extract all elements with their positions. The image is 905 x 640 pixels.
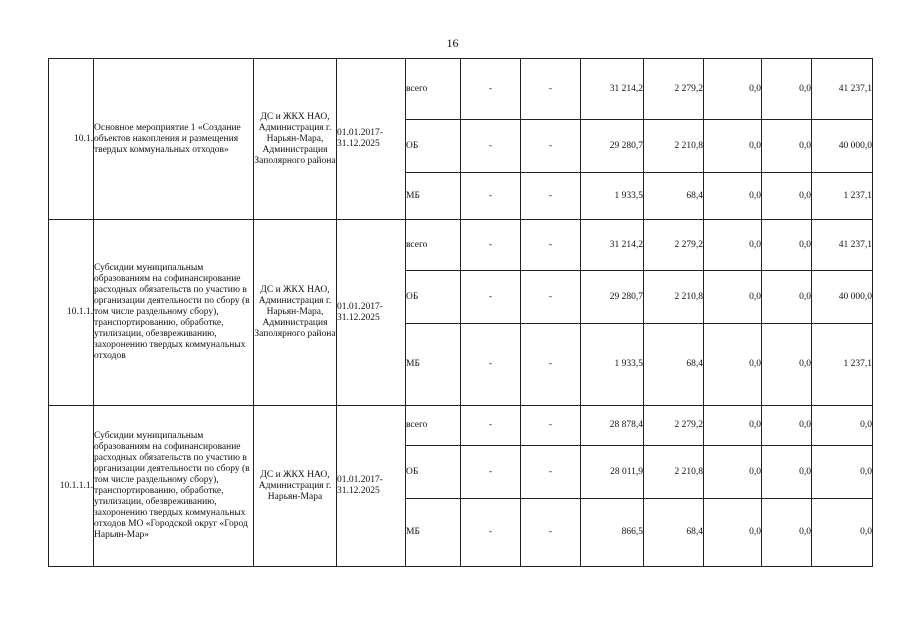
value-cell: 40 000,0 bbox=[812, 271, 873, 324]
value-cell: 1 237,1 bbox=[812, 324, 873, 406]
measure-name: Основное мероприятие 1 «Создание объектов накопления и размещения твердых коммунальных отходов» bbox=[94, 59, 254, 220]
value-cell: 28 011,9 bbox=[581, 446, 644, 499]
value-cell: 2 210,8 bbox=[644, 271, 704, 324]
value-cell: - bbox=[521, 324, 581, 406]
measure-name: Субсидии муниципальным образованиям на софинансирование расходных обязательств по участию в организации деятельности по сбору (в том числе раздельному сбору), транспортированию, обработке, утилизации, обезвреживанию, захоронению твердых коммунальных отходов bbox=[94, 220, 254, 406]
value-cell: 0,0 bbox=[704, 59, 762, 120]
funding-source: МБ bbox=[406, 499, 461, 567]
funding-source: всего bbox=[406, 220, 461, 271]
value-cell: 0,0 bbox=[762, 406, 812, 446]
value-cell: 1 237,1 bbox=[812, 173, 873, 220]
value-cell: - bbox=[521, 271, 581, 324]
value-cell: - bbox=[521, 499, 581, 567]
measure-name: Субсидии муниципальным образованиям на софинансирование расходных обязательств по участию в организации деятельности по сбору (в том числе раздельному сбору), транспортированию, обработке, утилизации, обезвреживанию, захоронению твердых коммунальных отходов МО «Городской округ «Город Нарьян-Мар» bbox=[94, 406, 254, 567]
value-cell: - bbox=[521, 59, 581, 120]
value-cell: 0,0 bbox=[762, 446, 812, 499]
value-cell: 1 933,5 bbox=[581, 324, 644, 406]
funding-source: МБ bbox=[406, 324, 461, 406]
value-cell: 41 237,1 bbox=[812, 59, 873, 120]
funding-source: ОБ bbox=[406, 271, 461, 324]
value-cell: 0,0 bbox=[704, 220, 762, 271]
value-cell: - bbox=[461, 271, 521, 324]
value-cell: - bbox=[521, 220, 581, 271]
value-cell: 0,0 bbox=[704, 406, 762, 446]
executor: ДС и ЖКХ НАО, Администрация г. Нарьян-Мара, Администрация Заполярного района bbox=[254, 220, 337, 406]
value-cell: - bbox=[461, 59, 521, 120]
value-cell: 1 933,5 bbox=[581, 173, 644, 220]
period: 01.01.2017-31.12.2025 bbox=[337, 406, 406, 567]
value-cell: 40 000,0 bbox=[812, 120, 873, 173]
funding-source: МБ bbox=[406, 173, 461, 220]
value-cell: 29 280,7 bbox=[581, 120, 644, 173]
value-cell: 29 280,7 bbox=[581, 271, 644, 324]
value-cell: 0,0 bbox=[704, 446, 762, 499]
value-cell: - bbox=[521, 406, 581, 446]
period: 01.01.2017-31.12.2025 bbox=[337, 59, 406, 220]
row-number: 10.1.1.1. bbox=[49, 406, 94, 567]
value-cell: 68,4 bbox=[644, 499, 704, 567]
value-cell: - bbox=[521, 120, 581, 173]
value-cell: 28 878,4 bbox=[581, 406, 644, 446]
value-cell: 0,0 bbox=[762, 324, 812, 406]
value-cell: 2 279,2 bbox=[644, 406, 704, 446]
page-number: 16 bbox=[446, 36, 459, 50]
funding-source: всего bbox=[406, 406, 461, 446]
row-number: 10.1. bbox=[49, 59, 94, 220]
value-cell: 68,4 bbox=[644, 324, 704, 406]
value-cell: 0,0 bbox=[762, 59, 812, 120]
value-cell: 2 210,8 bbox=[644, 120, 704, 173]
value-cell: 0,0 bbox=[762, 271, 812, 324]
value-cell: - bbox=[461, 120, 521, 173]
table-row bbox=[49, 59, 873, 120]
value-cell: 31 214,2 bbox=[581, 220, 644, 271]
value-cell: 0,0 bbox=[812, 406, 873, 446]
table-row bbox=[49, 220, 873, 271]
value-cell: 41 237,1 bbox=[812, 220, 873, 271]
value-cell: - bbox=[461, 324, 521, 406]
value-cell: 2 279,2 bbox=[644, 220, 704, 271]
executor: ДС и ЖКХ НАО, Администрация г. Нарьян-Мара, Администрация Заполярного района bbox=[254, 59, 337, 220]
program-measures-table bbox=[48, 58, 873, 567]
value-cell: 31 214,2 bbox=[581, 59, 644, 120]
value-cell: - bbox=[461, 446, 521, 499]
value-cell: - bbox=[521, 446, 581, 499]
value-cell: 68,4 bbox=[644, 173, 704, 220]
row-number: 10.1.1. bbox=[49, 220, 94, 406]
value-cell: 0,0 bbox=[704, 120, 762, 173]
value-cell: 0,0 bbox=[704, 324, 762, 406]
funding-source: всего bbox=[406, 59, 461, 120]
value-cell: 0,0 bbox=[762, 499, 812, 567]
value-cell: - bbox=[521, 173, 581, 220]
value-cell: 0,0 bbox=[762, 220, 812, 271]
value-cell: - bbox=[461, 499, 521, 567]
value-cell: 0,0 bbox=[762, 173, 812, 220]
value-cell: 0,0 bbox=[704, 271, 762, 324]
value-cell: 0,0 bbox=[812, 446, 873, 499]
funding-source: ОБ bbox=[406, 446, 461, 499]
value-cell: 0,0 bbox=[812, 499, 873, 567]
value-cell: 0,0 bbox=[704, 499, 762, 567]
value-cell: 0,0 bbox=[704, 173, 762, 220]
value-cell: 866,5 bbox=[581, 499, 644, 567]
value-cell: 2 210,8 bbox=[644, 446, 704, 499]
value-cell: - bbox=[461, 220, 521, 271]
period: 01.01.2017-31.12.2025 bbox=[337, 220, 406, 406]
value-cell: 0,0 bbox=[762, 120, 812, 173]
value-cell: 2 279,2 bbox=[644, 59, 704, 120]
value-cell: - bbox=[461, 173, 521, 220]
table-row bbox=[49, 406, 873, 446]
funding-source: ОБ bbox=[406, 120, 461, 173]
value-cell: - bbox=[461, 406, 521, 446]
executor: ДС и ЖКХ НАО, Администрация г. Нарьян-Мара bbox=[254, 406, 337, 567]
